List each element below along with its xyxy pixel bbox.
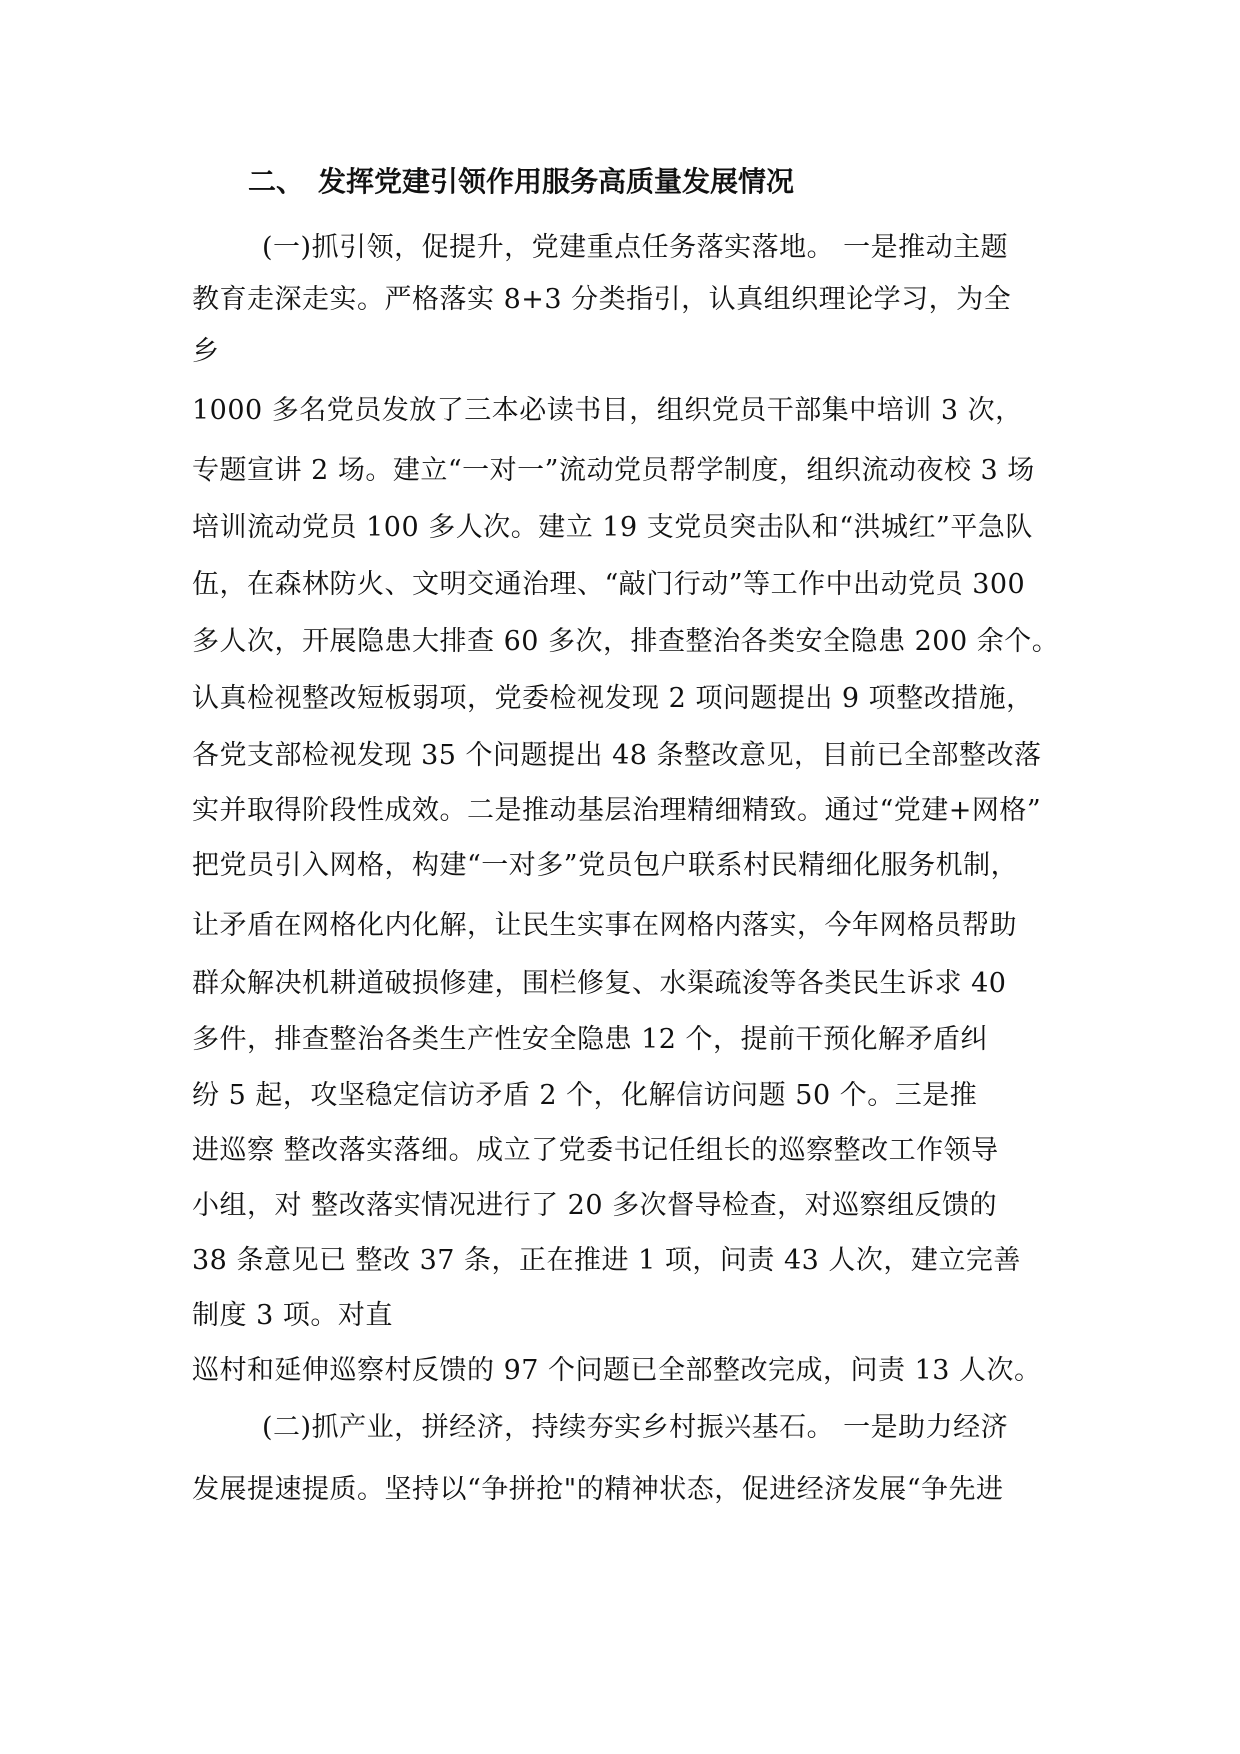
body-line: 小组，对 整改落实情况进行了 20 多次督导检查，对巡察组反馈的: [192, 1190, 998, 1221]
body-line: (二)抓产业，拼经济，持续夯实乡村振兴基石。 一是助力经济: [262, 1412, 1009, 1443]
body-line: 制度 3 项。对直: [192, 1300, 393, 1331]
body-line: 乡: [192, 336, 220, 367]
body-line: 专题宣讲 2 场。建立“一对一”流动党员帮学制度，组织流动夜校 3 场: [192, 455, 1035, 486]
body-line: 让矛盾在网格化内化解，让民生实事在网格内落实，今年网格员帮助: [192, 910, 1017, 941]
body-line: 38 条意见已 整改 37 条，正在推进 1 项，问责 43 人次，建立完善: [192, 1245, 1021, 1276]
body-line: 伍，在森林防火、文明交通治理、“敲门行动”等工作中出动党员 300: [192, 569, 1026, 600]
body-line: 各党支部检视发现 35 个问题提出 48 条整改意见，目前已全部整改落: [192, 740, 1042, 771]
body-line: 多件，排查整治各类生产性安全隐患 12 个，提前干预化解矛盾纠: [192, 1024, 989, 1055]
body-line: (一)抓引领，促提升，党建重点任务落实落地。 一是推动主题: [262, 232, 1009, 263]
body-line: 进巡察 整改落实落细。成立了党委书记任组长的巡察整改工作领导: [192, 1135, 999, 1166]
body-line: 把党员引入网格，构建“一对多”党员包户联系村民精细化服务机制，: [192, 850, 1019, 881]
body-line: 多人次，开展隐患大排查 60 多次，排查整治各类安全隐患 200 余个。: [192, 626, 1060, 657]
body-line: 巡村和延伸巡察村反馈的 97 个问题已全部整改完成，问责 13 人次。: [192, 1355, 1042, 1386]
body-line: 纷 5 起，攻坚稳定信访矛盾 2 个，化解信访问题 50 个。三是推: [192, 1080, 978, 1111]
body-line: 1000 多名党员发放了三本必读书目，组织党员干部集中培训 3 次，: [192, 395, 1023, 426]
body-line: 群众解决机耕道破损修建，围栏修复、水渠疏浚等各类民生诉求 40: [192, 968, 1007, 999]
section-title: 发挥党建引领作用服务高质量发展情况: [318, 165, 795, 198]
body-line: 教育走深走实。严格落实 8+3 分类指引，认真组织理论学习，为全: [192, 284, 1012, 315]
body-line: 发展提速提质。坚持以“争拼抢"的精神状态，促进经济发展“争先进: [192, 1474, 1004, 1505]
section-heading: [248, 160, 794, 204]
section-number: 二、: [248, 165, 305, 198]
body-line: 实并取得阶段性成效。二是推动基层治理精细精致。通过“党建+网格”: [192, 795, 1042, 826]
body-line: 培训流动党员 100 多人次。建立 19 支党员突击队和“洪城红”平急队: [192, 512, 1033, 543]
body-line: 认真检视整改短板弱项，党委检视发现 2 项问题提出 9 项整改措施，: [192, 683, 1034, 714]
